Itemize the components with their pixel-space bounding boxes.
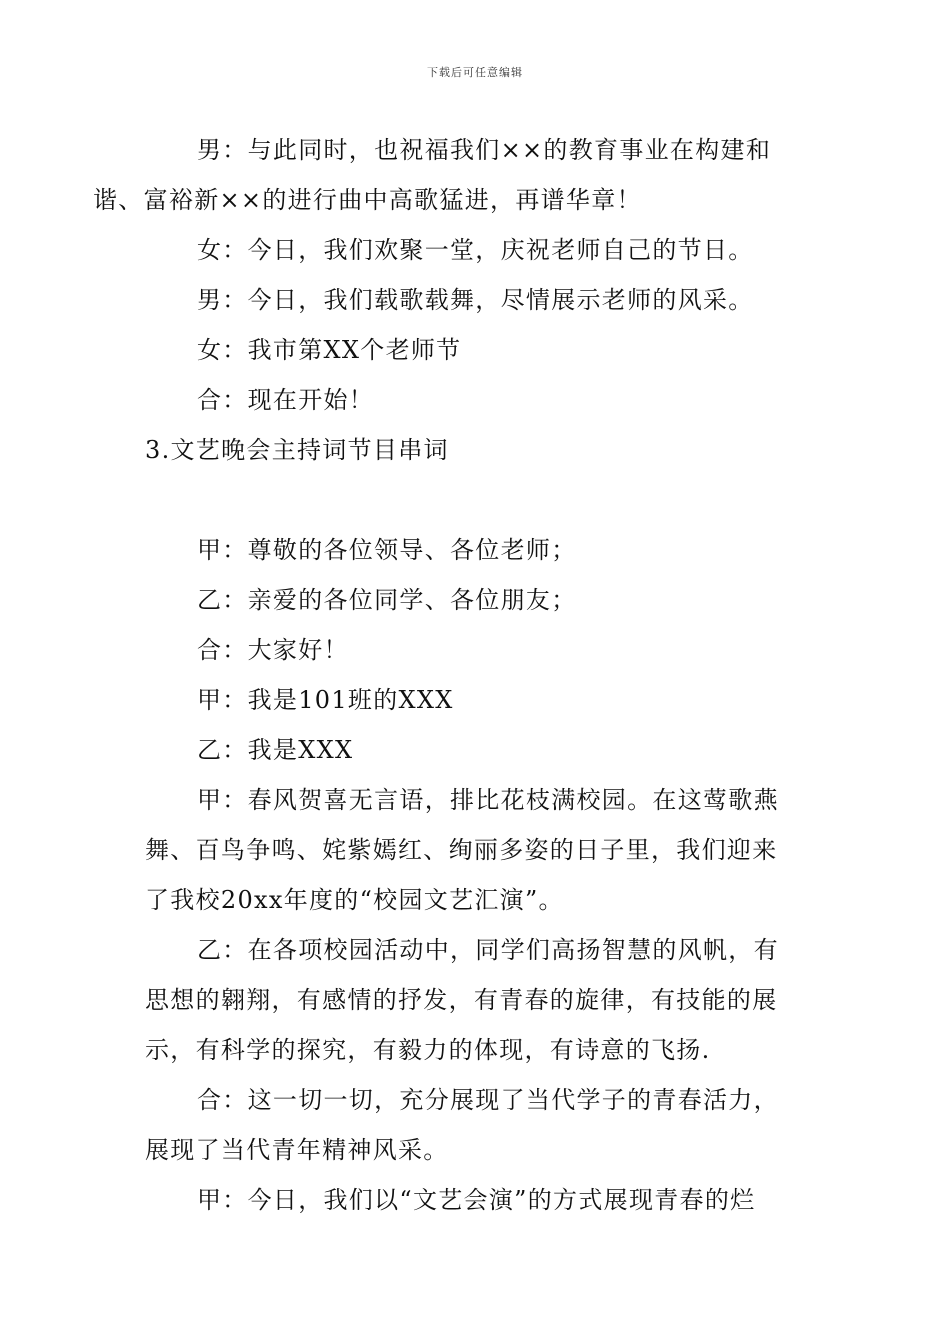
text-line: 合：这一切一切，充分展现了当代学子的青春活力， [197,1086,779,1114]
text-line: 乙：在各项校园活动中，同学们高扬智慧的风帆，有 [197,936,779,964]
paragraph [145,525,810,575]
text-line: 乙：我是XXX [197,736,354,764]
text-line: 男：今日，我们载歌载舞，尽情展示老师的风采。 [197,286,754,314]
paragraph [145,325,810,375]
text-line: 甲：春风贺喜无言语，排比花枝满校园。在这莺歌燕 [197,786,779,814]
paragraph [145,275,810,325]
paragraph [145,625,810,675]
section-heading [145,425,810,475]
paragraph [145,225,810,275]
text-line: 女：我市第XX个老师节 [197,336,462,364]
text-line: 合：大家好！ [197,636,349,664]
text-line: 谐、富裕新××的进行曲中高歌猛进，再谱华章！ [93,186,642,214]
text-line: 男：与此同时，也祝福我们××的教育事业在构建和 [197,136,772,164]
paragraph [145,375,810,425]
paragraph [145,725,810,775]
blank-line [145,475,810,525]
text-line: 甲：今日，我们以“文艺会演”的方式展现青春的烂 [197,1186,756,1214]
text-line: 女：今日，我们欢聚一堂，庆祝老师自己的节日。 [197,236,754,264]
text-line: 示，有科学的探究，有毅力的体现，有诗意的飞扬. [145,1036,711,1064]
text-line: 3.文艺晚会主持词节目串词 [145,436,449,464]
page-header-note: 下载后可任意编辑 [427,66,523,79]
paragraph [93,125,810,225]
text-line: 甲：我是101班的XXX [197,686,454,714]
paragraph [145,575,810,625]
document-body [93,125,810,1225]
text-line: 舞、百鸟争鸣、姹紫嫣红、绚丽多姿的日子里，我们迎来 [145,836,778,864]
text-line: 乙：亲爱的各位同学、各位朋友； [197,586,577,614]
paragraph [145,775,810,925]
text-line: 合：现在开始！ [197,386,375,414]
paragraph [145,1175,810,1225]
text-line: 甲：尊敬的各位领导、各位老师； [197,536,577,564]
paragraph [145,925,810,1075]
paragraph [145,1075,810,1175]
text-line: 展现了当代青年精神风采。 [145,1136,449,1164]
text-line: 了我校20xx年度的“校园文艺汇演”。 [145,886,564,914]
text-line: 思想的翱翔，有感情的抒发，有青春的旋律，有技能的展 [145,986,778,1014]
paragraph [145,675,810,725]
